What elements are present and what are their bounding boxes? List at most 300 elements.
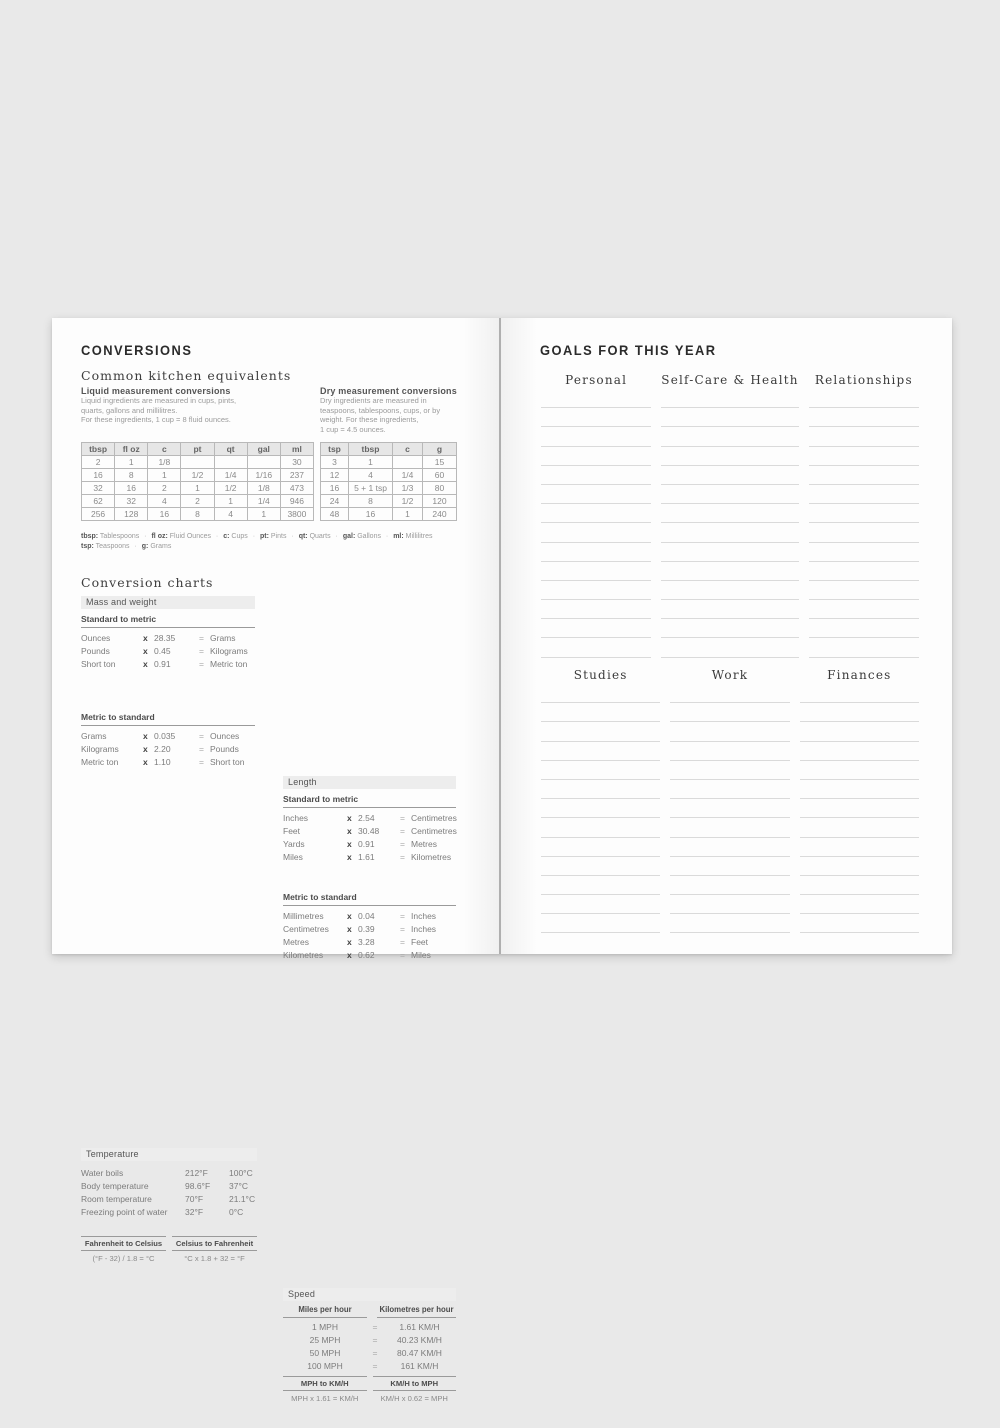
conversion-result: Pounds [210, 744, 239, 754]
table-cell: 237 [280, 469, 313, 482]
speed-kmh: 161 KM/H [400, 1361, 439, 1371]
equals-sign: = [199, 731, 204, 741]
liquid-conversions-block [81, 386, 313, 425]
goal-writing-line [809, 600, 919, 619]
temperature-celsius: 0°C [229, 1207, 244, 1217]
description-line: weight. For these ingredients, [320, 415, 419, 425]
speed-row [283, 1347, 456, 1360]
goal-column-studies [541, 668, 660, 933]
goal-column-header: Studies [573, 668, 628, 682]
equals-sign: = [400, 950, 405, 960]
conversion-result: Feet [411, 937, 429, 947]
conversion-row [81, 730, 255, 743]
temperature-row [81, 1206, 257, 1219]
conversion-row [283, 851, 456, 864]
goal-writing-line [800, 684, 919, 703]
multiply-sign: x [143, 659, 148, 669]
table-cell: 80 [423, 482, 457, 495]
goal-writing-line [661, 427, 798, 446]
goal-writing-line [541, 818, 660, 837]
multiply-sign: x [347, 826, 352, 836]
goal-writing-line [661, 408, 798, 427]
conversion-label: Short ton [81, 659, 116, 669]
goal-column-header: Self-Care & Health [661, 373, 799, 387]
table-cell: 1/4 [214, 469, 247, 482]
table-header-row [321, 443, 457, 456]
table-row [82, 508, 314, 521]
goal-writing-line [670, 742, 789, 761]
sub-title: Standard to metric [81, 614, 255, 628]
equals-sign: = [400, 852, 405, 862]
equals-sign: = [199, 646, 204, 656]
legend-abbr: ml: [393, 533, 404, 540]
table-cell: 16 [349, 508, 393, 521]
table-cell: 16 [148, 508, 181, 521]
table-cell: 12 [321, 469, 349, 482]
goal-writing-line [800, 914, 919, 933]
goal-writing-line [670, 684, 789, 703]
equals-sign: = [372, 1348, 378, 1358]
liquid-measurement-table [81, 442, 314, 521]
legend-separator: · [142, 533, 149, 540]
page-title-goals: GOALS FOR THIS YEAR [540, 342, 717, 358]
goal-writing-line [541, 742, 660, 761]
table-cell: 2 [148, 482, 181, 495]
multiply-sign: x [347, 852, 352, 862]
goal-writing-line [809, 619, 919, 638]
goal-writing-line [661, 447, 798, 466]
mini-title: KM/H to MPH [373, 1376, 457, 1391]
goal-writing-line [541, 780, 660, 799]
table-cell: 24 [321, 495, 349, 508]
mass-weight-bar: Mass and weight [81, 596, 255, 609]
table-row [82, 482, 314, 495]
mass-weight-column [81, 596, 255, 776]
length-bar: Length [283, 776, 456, 789]
conversion-label: Kilometres [283, 950, 324, 960]
conversion-label: Metric ton [81, 757, 119, 767]
goal-writing-line [541, 562, 651, 581]
temperature-fahrenheit: 212°F [185, 1168, 208, 1178]
table-header-cell: pt [181, 443, 214, 456]
goal-writing-line [800, 799, 919, 818]
conversion-label: Ounces [81, 633, 111, 643]
conversion-row [283, 910, 456, 923]
abbreviation-legend [81, 532, 481, 552]
multiply-sign: x [347, 839, 352, 849]
goal-writing-line [541, 703, 660, 722]
legend-separator: · [333, 533, 340, 540]
table-cell: 1 [247, 508, 280, 521]
length-metric-to-standard [283, 892, 456, 962]
table-cell: 4 [148, 495, 181, 508]
conversion-factor: 3.28 [358, 937, 375, 947]
conversion-row [283, 812, 456, 825]
page-title-conversions: CONVERSIONS [81, 342, 193, 358]
goal-writing-line [661, 543, 798, 562]
temperature-row [81, 1193, 257, 1206]
table-cell: 1/16 [247, 469, 280, 482]
conversion-label: Millimetres [283, 911, 324, 921]
length-standard-to-metric [283, 794, 456, 864]
table-header-cell: c [393, 443, 423, 456]
mini-title: Fahrenheit to Celsius [81, 1236, 166, 1251]
table-cell: 16 [321, 482, 349, 495]
goal-column-personal [541, 373, 651, 658]
table-cell: 16 [115, 482, 148, 495]
table-cell: 60 [423, 469, 457, 482]
goal-writing-line [809, 427, 919, 446]
goal-writing-line [800, 780, 919, 799]
goal-writing-line [670, 780, 789, 799]
temperature-rows [81, 1167, 257, 1219]
dry-measurement-table [320, 442, 457, 521]
goal-writing-line [800, 761, 919, 780]
goal-writing-line [541, 722, 660, 741]
goal-writing-line [670, 722, 789, 741]
liquid-description [81, 396, 313, 425]
conversion-label: Kilograms [81, 744, 119, 754]
temperature-fahrenheit: 32°F [185, 1207, 204, 1217]
mass-metric-to-standard [81, 712, 255, 769]
multiply-sign: x [347, 924, 352, 934]
speed-row [283, 1360, 456, 1373]
multiply-sign: x [143, 744, 148, 754]
multiply-sign: x [347, 937, 352, 947]
multiply-sign: x [347, 813, 352, 823]
table-cell: 1/4 [393, 469, 423, 482]
fahrenheit-to-celsius [81, 1236, 166, 1263]
description-line: For these ingredients, 1 cup = 8 fluid ounces. [81, 415, 231, 425]
legend-separator: · [289, 533, 296, 540]
goal-writing-line [670, 857, 789, 876]
conversion-label: Inches [283, 813, 309, 823]
goal-writing-line [541, 427, 651, 446]
speed-kmh: 80.47 KM/H [397, 1348, 442, 1358]
goal-writing-line [800, 703, 919, 722]
goal-writing-line [800, 818, 919, 837]
table-row [321, 508, 457, 521]
conversion-row [81, 632, 255, 645]
table-cell [181, 456, 214, 469]
goal-writing-line [541, 638, 651, 657]
table-cell: 2 [181, 495, 214, 508]
goal-column-header: Relationships [814, 373, 913, 387]
table-cell: 3800 [280, 508, 313, 521]
conversion-result: Grams [210, 633, 236, 643]
temperature-celsius: 37°C [229, 1181, 248, 1191]
planner-spread [52, 318, 952, 1403]
table-cell: 473 [280, 482, 313, 495]
goal-writing-line [541, 581, 651, 600]
conversion-row [283, 825, 456, 838]
sub-title: Standard to metric [283, 794, 456, 808]
speed-bar: Speed [283, 1288, 456, 1301]
table-cell: 5 + 1 tsp [349, 482, 393, 495]
description-line: quarts, gallons and millilitres. [81, 405, 178, 415]
speed-formulas [283, 1376, 456, 1403]
multiply-sign: x [143, 757, 148, 767]
table-row [321, 495, 457, 508]
conversion-result: Ounces [210, 731, 240, 741]
speed-mph: 100 MPH [307, 1361, 343, 1371]
equals-sign: = [400, 911, 405, 921]
table-cell [247, 456, 280, 469]
conversion-result: Inches [411, 911, 437, 921]
table-cell: 3 [321, 456, 349, 469]
goal-column-header: Finances [827, 668, 892, 682]
conversion-result: Inches [411, 924, 437, 934]
conversion-factor: 0.035 [154, 731, 176, 741]
goal-writing-line [541, 761, 660, 780]
temperature-label: Body temperature [81, 1181, 149, 1191]
table-row [82, 469, 314, 482]
table-header-cell: tbsp [82, 443, 115, 456]
page-fold [499, 318, 501, 954]
liquid-heading: Liquid measurement conversions [81, 386, 231, 396]
conversion-row [81, 743, 255, 756]
goal-writing-line [541, 408, 651, 427]
dry-heading: Dry measurement conversions [320, 386, 457, 396]
table-cell: 256 [82, 508, 115, 521]
mini-formula: (°F - 32) / 1.8 = °C [92, 1254, 155, 1263]
conversion-row [81, 645, 255, 658]
legend-abbr: gal: [342, 533, 356, 540]
speed-mph: 25 MPH [309, 1335, 341, 1345]
legend-abbr: qt: [298, 533, 308, 540]
mini-title: MPH to KM/H [283, 1376, 367, 1391]
table-header-cell: tbsp [349, 443, 393, 456]
goal-writing-line [661, 600, 798, 619]
temperature-fahrenheit: 98.6°F [185, 1181, 211, 1191]
table-header-row [82, 443, 314, 456]
table-cell: 1 [181, 482, 214, 495]
description-line: 1 cup = 4.5 ounces. [320, 424, 386, 434]
speed-kmh: 40.23 KM/H [397, 1335, 442, 1345]
legend-line-1: tbsp: Tablespoons · fl oz: Fluid Ounces · c: Cups · pt: Pints · qt: Quarts · gal: Gallons · ml: Millilitres [81, 533, 433, 540]
goal-writing-line [800, 857, 919, 876]
goal-writing-line [809, 408, 919, 427]
table-cell: 32 [82, 482, 115, 495]
table-cell: 946 [280, 495, 313, 508]
table-cell: 32 [115, 495, 148, 508]
table-header-cell: qt [214, 443, 247, 456]
conversion-label: Feet [283, 826, 301, 836]
table-cell: 1 [393, 508, 423, 521]
conversion-factor: 0.91 [154, 659, 171, 669]
goal-writing-line [541, 876, 660, 895]
goal-writing-line [670, 818, 789, 837]
temperature-formulas [81, 1236, 257, 1263]
goal-writing-line [541, 619, 651, 638]
legend-abbr: g: [141, 543, 149, 550]
table-cell: 4 [349, 469, 393, 482]
goal-writing-line [661, 389, 798, 408]
goal-writing-line [809, 562, 919, 581]
kitchen-equivalents-heading: Common kitchen equivalents [81, 368, 292, 383]
table-cell: 62 [82, 495, 115, 508]
goal-writing-line [661, 466, 798, 485]
sub-title: Metric to standard [283, 892, 456, 906]
mini-formula: MPH x 1.61 = KM/H [291, 1394, 359, 1403]
equals-sign: = [400, 826, 405, 836]
speed-row [283, 1334, 456, 1347]
goal-writing-line [541, 466, 651, 485]
table-cell: 1 [214, 495, 247, 508]
mini-title: Celsius to Fahrenheit [172, 1236, 257, 1251]
conversion-factor: 0.91 [358, 839, 375, 849]
goal-writing-line [800, 895, 919, 914]
table-cell: 1/3 [393, 482, 423, 495]
table-cell: 240 [423, 508, 457, 521]
goal-writing-line [809, 466, 919, 485]
equals-sign: = [400, 813, 405, 823]
table-cell: 2 [82, 456, 115, 469]
goal-writing-line [809, 447, 919, 466]
multiply-sign: x [347, 911, 352, 921]
legend-abbr: fl oz: [151, 533, 168, 540]
legend-separator: · [250, 533, 257, 540]
goal-writing-line [541, 600, 651, 619]
table-header-cell: g [423, 443, 457, 456]
temperature-bar: Temperature [81, 1148, 257, 1161]
table-cell: 1 [115, 456, 148, 469]
kmh-to-mph [373, 1376, 457, 1403]
goal-writing-line [670, 895, 789, 914]
conversion-label: Miles [283, 852, 303, 862]
conversion-row [81, 658, 255, 671]
conversion-factor: 2.20 [154, 744, 171, 754]
table-cell: 30 [280, 456, 313, 469]
conversion-label: Grams [81, 731, 107, 741]
conversion-factor: 0.39 [358, 924, 375, 934]
goal-writing-line [670, 876, 789, 895]
description-line: Liquid ingredients are measured in cups, pints, [81, 396, 237, 405]
conversion-result: Short ton [210, 757, 245, 767]
equals-sign: = [400, 839, 405, 849]
legend-separator: · [132, 543, 139, 550]
conversion-factor: 0.62 [358, 950, 375, 960]
table-header-cell: tsp [321, 443, 349, 456]
conversion-factor: 1.10 [154, 757, 171, 767]
table-cell: 1/2 [181, 469, 214, 482]
multiply-sign: x [143, 646, 148, 656]
goal-writing-line [809, 485, 919, 504]
conversion-factor: 2.54 [358, 813, 375, 823]
table-row [321, 482, 457, 495]
mph-to-kmh [283, 1376, 367, 1403]
table-cell: 4 [214, 508, 247, 521]
conversion-result: Centimetres [411, 813, 457, 823]
goal-writing-line [809, 638, 919, 657]
mini-formula: °C x 1.8 + 32 = °F [184, 1254, 245, 1263]
goal-writing-line [670, 838, 789, 857]
equals-sign: = [199, 659, 204, 669]
table-row [82, 495, 314, 508]
table-header-cell: gal [247, 443, 280, 456]
speed-col-header-kmh: Kilometres per hour [377, 1305, 456, 1318]
goal-writing-line [541, 857, 660, 876]
conversion-row [283, 838, 456, 851]
table-cell: 8 [349, 495, 393, 508]
table-header-cell: c [148, 443, 181, 456]
conversion-result: Kilometres [411, 852, 452, 862]
goal-writing-line [541, 485, 651, 504]
conversion-factor: 0.04 [358, 911, 375, 921]
goal-column-finances [800, 668, 919, 933]
table-row [82, 456, 314, 469]
table-cell [393, 456, 423, 469]
table-cell: 8 [181, 508, 214, 521]
speed-row [283, 1321, 456, 1334]
temperature-column [81, 1148, 257, 1288]
conversion-factor: 0.45 [154, 646, 171, 656]
goal-writing-line [809, 543, 919, 562]
goal-column-header: Work [711, 668, 749, 682]
legend-abbr: pt: [259, 533, 269, 540]
goal-writing-line [809, 523, 919, 542]
goal-writing-line [661, 581, 798, 600]
speed-mph: 1 MPH [312, 1322, 338, 1332]
table-cell: 1/2 [393, 495, 423, 508]
goal-writing-line [541, 447, 651, 466]
table-cell: 16 [82, 469, 115, 482]
goal-writing-line [541, 504, 651, 523]
temperature-label: Water boils [81, 1168, 124, 1178]
speed-table [283, 1305, 456, 1373]
length-column [283, 776, 457, 960]
goal-writing-line [670, 914, 789, 933]
conversion-row [283, 949, 456, 962]
goal-writing-line [541, 389, 651, 408]
multiply-sign: x [143, 633, 148, 643]
conversion-label: Centimetres [283, 924, 329, 934]
goal-writing-line [670, 799, 789, 818]
speed-col-header-mph: Miles per hour [283, 1305, 367, 1318]
goal-writing-line [541, 543, 651, 562]
table-cell: 1/4 [247, 495, 280, 508]
conversion-result: Metres [411, 839, 437, 849]
temperature-row [81, 1167, 257, 1180]
legend-abbr: tbsp: [81, 533, 99, 540]
conversion-result: Kilograms [210, 646, 248, 656]
temperature-celsius: 21.1°C [229, 1194, 256, 1204]
table-header-cell: fl oz [115, 443, 148, 456]
goal-writing-line [541, 914, 660, 933]
table-cell: 120 [423, 495, 457, 508]
speed-mph: 50 MPH [309, 1348, 341, 1358]
conversion-row [283, 936, 456, 949]
multiply-sign: x [347, 950, 352, 960]
temperature-fahrenheit: 70°F [185, 1194, 204, 1204]
temperature-label: Freezing point of water [81, 1207, 168, 1217]
conversion-result: Metric ton [210, 659, 248, 669]
goal-writing-line [809, 504, 919, 523]
description-line: teaspoons, tablespoons, cups, or by [320, 405, 441, 415]
table-cell: 128 [115, 508, 148, 521]
celsius-to-fahrenheit [172, 1236, 257, 1263]
equals-sign: = [199, 757, 204, 767]
equals-sign: = [400, 937, 405, 947]
multiply-sign: x [143, 731, 148, 741]
speed-kmh: 1.61 KM/H [399, 1322, 440, 1332]
goal-column-work [670, 668, 789, 933]
temperature-row [81, 1180, 257, 1193]
equals-sign: = [199, 633, 204, 643]
goal-writing-line [661, 619, 798, 638]
temperature-label: Room temperature [81, 1194, 152, 1204]
goal-writing-line [800, 838, 919, 857]
